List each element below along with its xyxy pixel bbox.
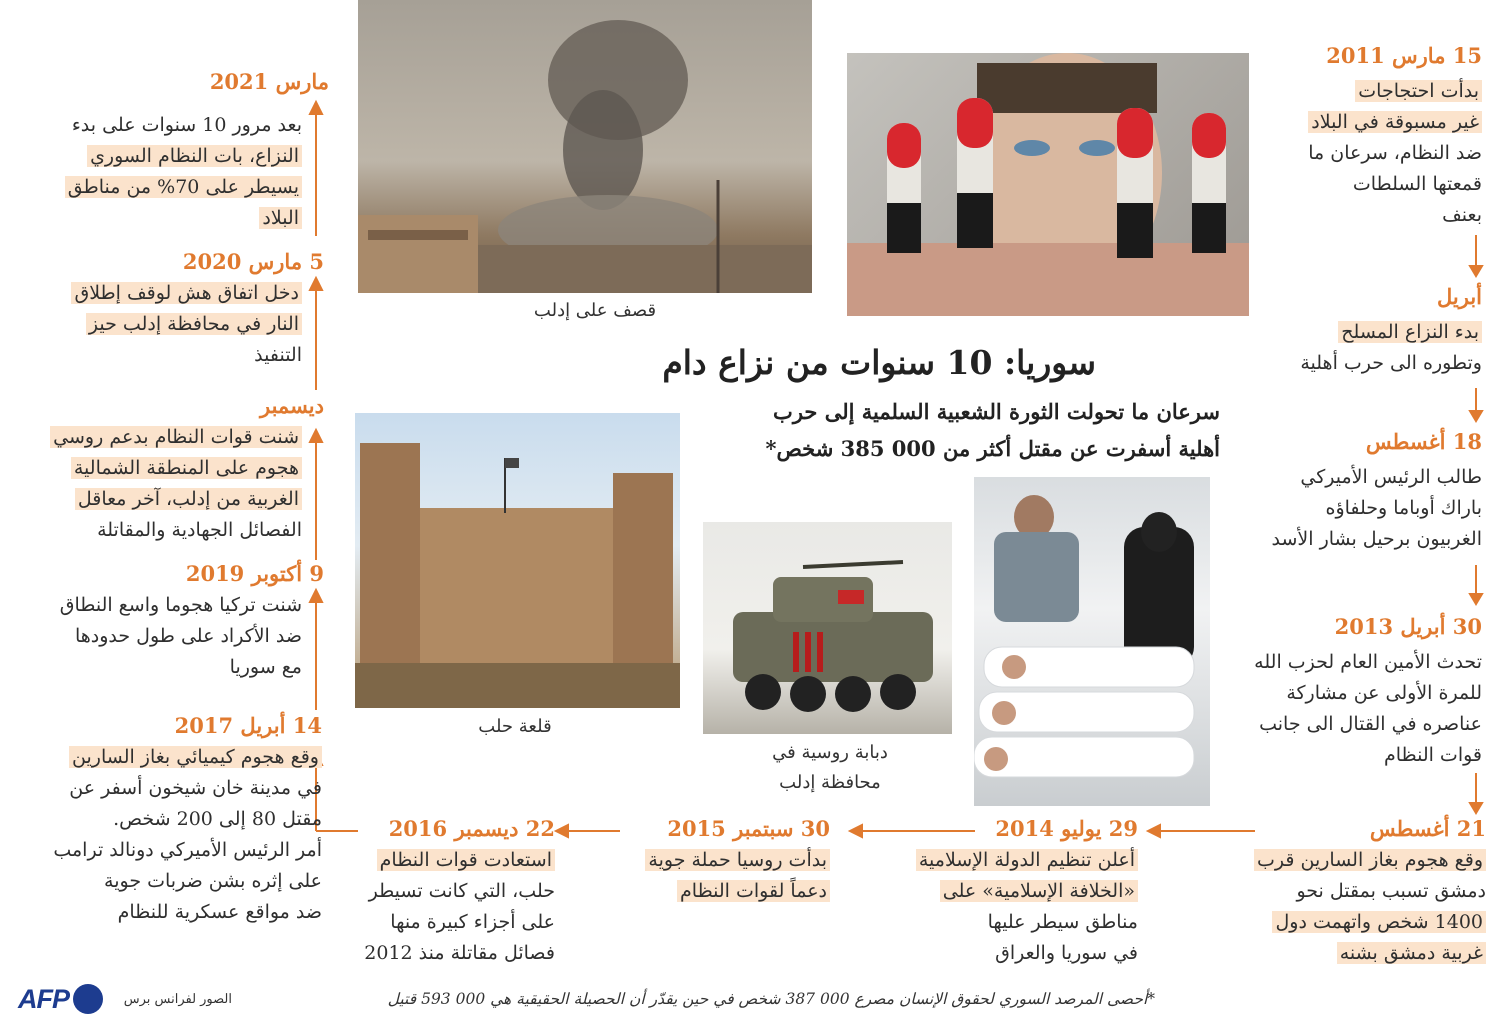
event-2020-03-05 <box>14 248 324 371</box>
event-line: حلب، التي كانت تسيطر <box>368 880 555 902</box>
page-title: سوريا: 10 سنوات من نزاع دام <box>662 343 1096 382</box>
event-line: مناطق سيطر عليها <box>987 911 1138 933</box>
event-line: وقع هجوم بغاز السارين قرب <box>1254 849 1486 871</box>
arrow-left-icon <box>556 825 568 837</box>
event-april <box>1242 283 1482 379</box>
photo-credit: الصور لفرانس برس <box>123 992 232 1007</box>
event-line: بعنف <box>1442 204 1482 226</box>
event-line: يسيطر على 70% من مناطق <box>65 176 302 198</box>
event-body <box>14 422 324 546</box>
photo-russian-tank <box>703 522 952 734</box>
event-body <box>14 110 329 234</box>
event-line: بدأت روسيا حملة جوية <box>645 849 830 871</box>
arrow-down-icon <box>1470 803 1482 813</box>
event-2011-03-15 <box>1282 42 1482 231</box>
arrow-down-icon <box>1470 266 1482 276</box>
event-2021-03 <box>14 68 329 234</box>
event-line: مقتل 80 إلى 200 شخص. <box>113 808 322 830</box>
event-line: وتطوره الى حرب أهلية <box>1300 352 1482 374</box>
event-date: 18 أغسطس <box>1365 429 1482 454</box>
event-line: للمرة الأولى عن مشاركة <box>1286 682 1482 704</box>
event-2017-04-14 <box>12 712 322 928</box>
event-line: أمر الرئيس الأميركي دونالد ترامب <box>53 839 322 861</box>
event-2019-10-09 <box>14 560 324 683</box>
event-body <box>1242 317 1482 379</box>
event-date: 30 أبريل 2013 <box>1334 614 1482 639</box>
photo-chemical-victims <box>974 477 1210 806</box>
event-date: ديسمبر <box>260 393 324 418</box>
event-date: أبريل <box>1436 284 1482 309</box>
event-body <box>1222 462 1482 555</box>
afp-logo <box>18 984 103 1014</box>
event-body <box>14 590 324 683</box>
event-2014-07-29 <box>880 815 1138 969</box>
event-line: تحدث الأمين العام لحزب الله <box>1254 651 1482 673</box>
event-line: في سوريا والعراق <box>995 942 1138 964</box>
event-line: قوات النظام <box>1383 744 1482 766</box>
event-line: أعلن تنظيم الدولة الإسلامية <box>916 849 1138 871</box>
event-line: وقع هجوم كيميائي بغاز السارين <box>69 746 322 768</box>
event-body <box>330 845 555 969</box>
photo-aleppo-citadel <box>355 413 680 708</box>
event-2015-09-30 <box>595 815 830 907</box>
event-line: طالب الرئيس الأميركي <box>1300 466 1482 488</box>
afp-logo-text: AFP <box>18 983 69 1014</box>
event-line: هجوم على المنطقة الشمالية <box>71 457 302 479</box>
event-date: 15 مارس 2011 <box>1326 43 1482 68</box>
event-line: «الخلافة الإسلامية» على <box>940 880 1138 902</box>
footnote: *أحصى المرصد السوري لحقوق الإنسان مصرع 000 387 شخص في حين يقدّر أن الحصيلة الحقيقية هي 000 593 قتيل <box>387 990 1155 1008</box>
event-line: مع سوريا <box>229 656 302 678</box>
event-line: التنفيذ <box>254 344 302 366</box>
event-date: 29 يوليو 2014 <box>995 816 1138 841</box>
event-line: شنت قوات النظام بدعم روسي <box>50 426 302 448</box>
event-body <box>1216 845 1486 969</box>
event-line: باراك أوباما وحلفاؤه <box>1325 497 1482 519</box>
event-line: بدأت احتجاجات <box>1355 80 1482 102</box>
event-line: شنت تركيا هجوما واسع النطاق <box>59 594 302 616</box>
arrow-down-icon <box>1470 594 1482 604</box>
event-line: غربية دمشق بشنه <box>1337 942 1486 964</box>
caption-tank <box>730 738 930 798</box>
subtitle-line2: أهلية أسفرت عن مقتل أكثر من 000 385 شخص* <box>765 436 1220 461</box>
event-body <box>1222 647 1482 771</box>
caption-idlib-strike: قصف على إدلب <box>533 300 657 321</box>
arrow-left-icon <box>850 825 862 837</box>
event-line: ضد النظام، سرعان ما <box>1308 142 1482 164</box>
event-body <box>880 845 1138 969</box>
afp-logo-circle-icon <box>73 984 103 1014</box>
caption-tank-line1: دبابة روسية في <box>772 742 888 763</box>
subtitle <box>640 393 1220 467</box>
event-line: الغربية من إدلب، آخر معاقل <box>75 488 302 510</box>
event-line: على أجزاء كبيرة منها <box>390 911 555 933</box>
event-line: قمعتها السلطات <box>1352 173 1482 195</box>
event-date: 21 أغسطس <box>1369 816 1486 841</box>
event-date: 22 ديسمبر 2016 <box>388 816 555 841</box>
event-line: دمشق تسبب بمقتل نحو <box>1296 880 1486 902</box>
caption-aleppo: قلعة حلب <box>478 716 552 737</box>
event-2016-12-22 <box>330 815 555 969</box>
event-line: الفصائل الجهادية والمقاتلة <box>97 519 302 541</box>
event-line: عناصره في القتال الى جانب <box>1259 713 1482 735</box>
event-date: مارس 2021 <box>209 69 329 94</box>
event-line: فصائل مقاتلة منذ 2012 <box>364 942 555 964</box>
event-line: في مدينة خان شيخون أسفر عن <box>69 777 322 799</box>
event-line: بدء النزاع المسلح <box>1338 321 1482 343</box>
event-line: دخل اتفاق هش لوقف إطلاق <box>71 282 302 304</box>
event-aug-21 <box>1216 815 1486 969</box>
event-date: 30 سبتمبر 2015 <box>667 816 830 841</box>
arrow-left-icon <box>1148 825 1160 837</box>
event-date: 14 أبريل 2017 <box>174 713 322 738</box>
event-body <box>14 278 324 371</box>
event-line: غير مسبوقة في البلاد <box>1308 111 1482 133</box>
event-line: 1400 شخص واتهمت دول <box>1272 911 1486 933</box>
event-aug-18 <box>1222 428 1482 555</box>
event-line: دعماً لقوات النظام <box>677 880 830 902</box>
event-line: ضد الأكراد على طول حدودها <box>74 625 302 647</box>
event-line: البلاد <box>259 207 302 229</box>
event-december <box>14 392 324 546</box>
event-line: على إثره بشن ضربات جوية <box>104 870 322 892</box>
event-line: بعد مرور 10 سنوات على بدء <box>71 114 302 136</box>
event-line: النزاع، بات النظام السوري <box>87 145 302 167</box>
arrow-down-icon <box>1470 411 1482 421</box>
event-body <box>1282 76 1482 231</box>
event-line: النار في محافظة إدلب حيز <box>86 313 302 335</box>
event-body <box>595 845 830 907</box>
subtitle-line1: سرعان ما تحولت الثورة الشعبية السلمية إلى حرب <box>773 399 1220 424</box>
event-line: الغربيون برحيل بشار الأسد <box>1271 528 1482 550</box>
event-2013-04-30 <box>1222 613 1482 771</box>
caption-tank-line2: محافظة إدلب <box>779 772 881 793</box>
photo-idlib-strike <box>358 0 812 293</box>
event-line: استعادت قوات النظام <box>377 849 555 871</box>
event-date: 5 مارس 2020 <box>182 249 324 274</box>
event-body <box>12 742 322 928</box>
photo-assad-poster <box>847 53 1249 316</box>
event-date: 9 أكتوبر 2019 <box>185 561 324 586</box>
event-line: ضد مواقع عسكرية للنظام <box>117 901 322 923</box>
